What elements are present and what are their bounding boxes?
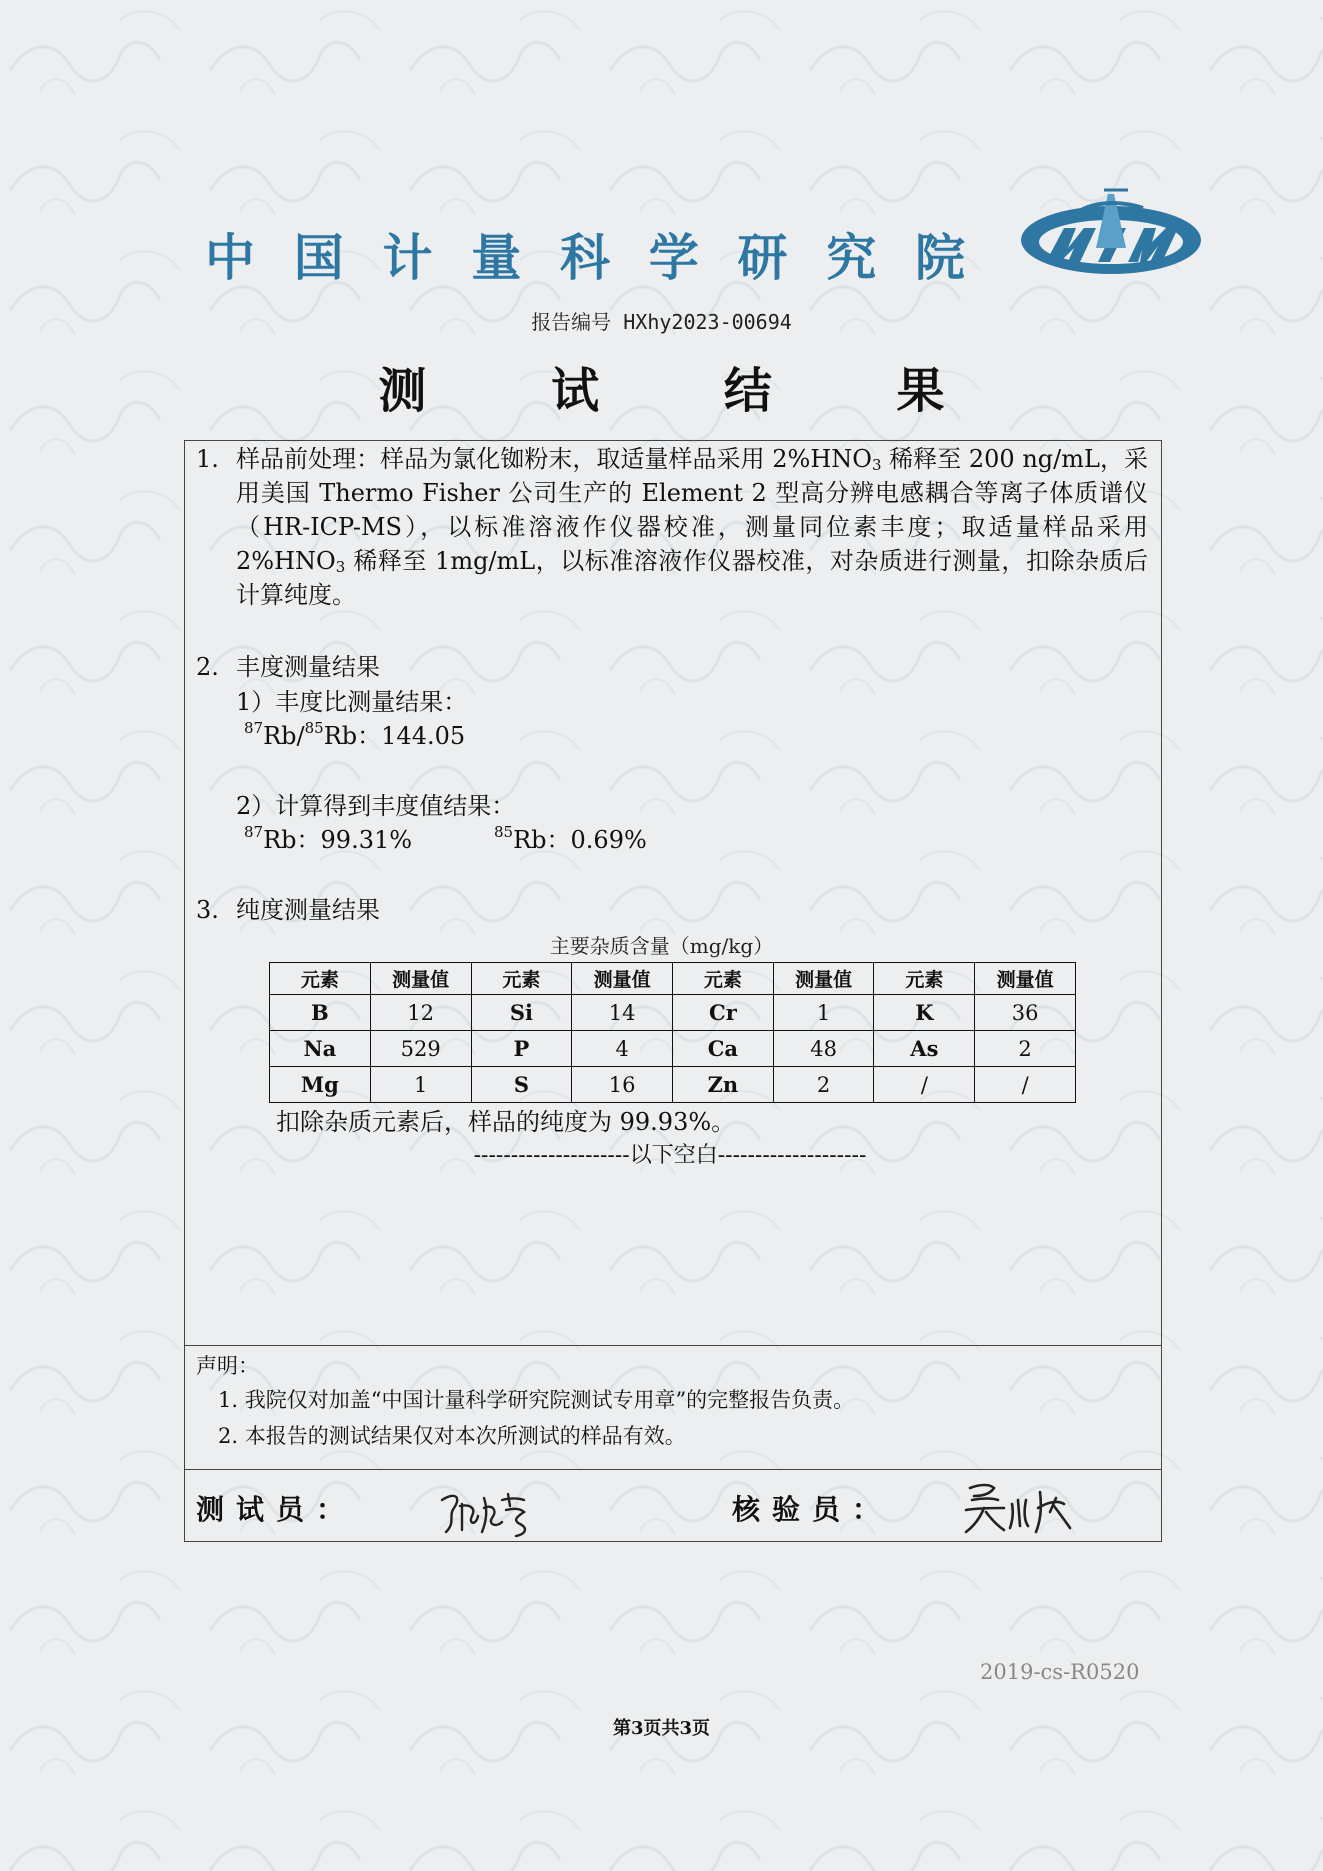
table-header: 测量值 — [773, 963, 874, 995]
table-header: 测量值 — [370, 963, 471, 995]
table-header-row — [270, 963, 1076, 995]
purity-result: 扣除杂质元素后，样品的纯度为 99.93%。 — [276, 1108, 736, 1136]
table-cell: K — [874, 995, 975, 1031]
table-cell: Si — [471, 995, 572, 1031]
mass-number: 85 — [304, 719, 324, 737]
report-number-label: 报告编号 — [531, 310, 612, 334]
table-header: 测量值 — [572, 963, 673, 995]
table-header: 元素 — [270, 963, 371, 995]
table-cell: B — [270, 995, 371, 1031]
tester-label: 测试员： — [196, 1493, 357, 1526]
table-cell: 14 — [572, 995, 673, 1031]
institute-char: 国 — [293, 228, 344, 287]
institute-char: 究 — [826, 228, 877, 287]
form-code: 2019-cs-R0520 — [980, 1660, 1140, 1684]
abundance-heading: 丰度测量结果 — [236, 653, 380, 681]
purity-heading: 纯度测量结果 — [236, 896, 380, 924]
institute-char: 学 — [648, 228, 699, 287]
declaration-item: 1. 我院仅对加盖“中国计量科学研究院测试专用章”的完整报告负责。 — [218, 1388, 855, 1412]
table-row — [270, 1067, 1076, 1103]
table-header: 元素 — [874, 963, 975, 995]
divider — [185, 1345, 1161, 1346]
element-label: Rb： — [263, 826, 321, 854]
nim-logo — [1018, 188, 1204, 276]
ratio-heading: 1）丰度比测量结果： — [236, 688, 468, 716]
institute-name — [200, 218, 970, 290]
table-header: 元素 — [471, 963, 572, 995]
pretreatment-text — [236, 442, 1148, 612]
subscript: 3 — [335, 558, 346, 576]
ratio-number: 144.05 — [381, 722, 466, 750]
institute-char: 中 — [205, 228, 255, 287]
impurity-table — [269, 962, 1076, 1103]
table-cell: 2 — [773, 1067, 874, 1103]
declaration-heading: 声明： — [196, 1354, 259, 1378]
table-cell: Mg — [270, 1067, 371, 1103]
table-cell: 1 — [773, 995, 874, 1031]
table-cell: 36 — [975, 995, 1076, 1031]
section-number: 2. — [196, 653, 219, 681]
table-cell: 2 — [975, 1031, 1076, 1067]
table-cell: Ca — [673, 1031, 774, 1067]
table-cell: 4 — [572, 1031, 673, 1067]
text-part: 稀释至 1mg/mL，以标准溶液作仪器校准，对杂质进行测量，扣除杂质后计算纯度。 — [236, 547, 1148, 609]
table-cell: 48 — [773, 1031, 874, 1067]
table-row — [270, 1031, 1076, 1067]
table-cell: Na — [270, 1031, 371, 1067]
table-cell: Zn — [673, 1067, 774, 1103]
table-caption: 主要杂质含量（mg/kg） — [549, 934, 774, 958]
text-part: 稀释至 200 ng/mL，采用美国 Thermo Fisher 公司生产的 Element 2 型高分辨电感耦合等离子体质谱仪（HR-ICP-MS），以标准溶液作仪器校准，测量同位素丰度；取适量样品采用 2%HNO — [236, 445, 1148, 575]
abundance-value: 99.31% — [320, 826, 413, 854]
element-label: Rb/ — [263, 722, 305, 750]
table-cell: P — [471, 1031, 572, 1067]
element-label: Rb： — [513, 826, 571, 854]
page-number: 第3页共3页 — [612, 1718, 711, 1739]
table-cell: / — [874, 1067, 975, 1103]
declaration-item: 2. 本报告的测试结果仅对本次所测试的样品有效。 — [218, 1424, 686, 1448]
element-label: Rb： — [323, 722, 382, 750]
checker-label: 核验员： — [732, 1493, 893, 1526]
mass-number: 85 — [494, 823, 514, 841]
tester-signature — [436, 1486, 556, 1538]
report-number-value: HXhy2023-00694 — [623, 310, 792, 334]
table-cell: Cr — [673, 995, 774, 1031]
table-cell: S — [471, 1067, 572, 1103]
end-of-content-line: ---------------------以下空白-------------------- — [473, 1143, 867, 1168]
subscript: 3 — [871, 456, 882, 474]
abundance-subheading: 2）计算得到丰度值结果： — [236, 792, 516, 820]
table-cell: 1 — [370, 1067, 471, 1103]
mass-number: 87 — [244, 823, 264, 841]
divider — [185, 1469, 1161, 1470]
table-cell: 12 — [370, 995, 471, 1031]
institute-char: 科 — [560, 228, 610, 287]
institute-char: 量 — [471, 228, 522, 287]
institute-char: 计 — [382, 228, 433, 287]
table-cell: / — [975, 1067, 1076, 1103]
table-cell: 529 — [370, 1031, 471, 1067]
mass-number: 87 — [244, 719, 264, 737]
document-title: 测 试 结 果 — [378, 363, 999, 419]
table-cell: 16 — [572, 1067, 673, 1103]
report-number — [0, 306, 1323, 335]
section-number: 1. — [196, 445, 219, 473]
ratio-value — [244, 719, 1156, 753]
abundance-value: 0.69% — [570, 826, 647, 854]
institute-char: 研 — [737, 228, 788, 287]
institute-char: 院 — [915, 228, 965, 287]
checker-signature — [960, 1478, 1076, 1538]
table-header: 元素 — [673, 963, 774, 995]
table-cell: As — [874, 1031, 975, 1067]
table-row — [270, 995, 1076, 1031]
text-part: 样品前处理：样品为氯化铷粉末，取适量样品采用 2%HNO — [236, 445, 872, 473]
table-header: 测量值 — [975, 963, 1076, 995]
section-number: 3. — [196, 896, 219, 924]
abundance-rb85 — [494, 823, 794, 857]
